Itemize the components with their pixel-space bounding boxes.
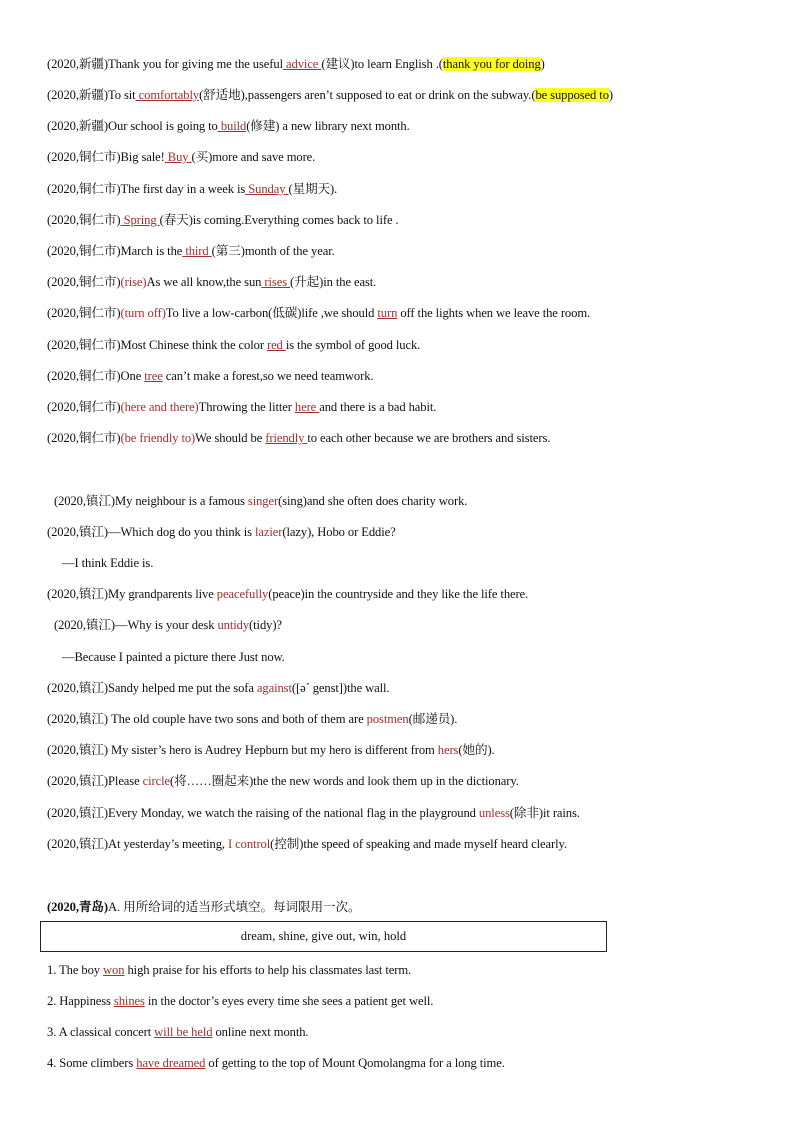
answer: Spring	[120, 213, 160, 227]
answer: hers	[437, 743, 459, 757]
exercise-line: (2020,铜仁市)(here and there)Throwing the litter here and there is a bad habit.	[47, 400, 437, 414]
answer: peacefully	[216, 587, 269, 601]
answer: build	[217, 119, 247, 133]
exercise-line: 4. Some climbers have dreamed of getting to the top of Mount Qomolangma for a long time.	[47, 1056, 505, 1070]
exercise-line: (2020,镇江) My sister’s hero is Audrey Hepburn but my hero is different from hers(她的).	[47, 743, 495, 757]
exercise-line: (2020,铜仁市)(be friendly to)We should be friendly to each other because we are brothers and sisters.	[47, 431, 551, 445]
highlight-note: thank you for doing	[442, 57, 541, 71]
dialogue-reply: —I think Eddie is.	[62, 556, 154, 570]
word-box-text: dream, shine, give out, win, hold	[240, 929, 407, 943]
exercise-line: (2020,铜仁市)(turn off)To live a low-carbon(低碳)life ,we should turn off the lights when we leave the room.	[47, 306, 591, 320]
answer: won	[103, 963, 125, 977]
answer: shines	[113, 994, 145, 1008]
exercise-line: (2020,镇江)At yesterday’s meeting, I control(控制)the speed of speaking and made myself heard clearly.	[47, 837, 567, 851]
exercise-line: (2020,铜仁市) Spring (春天)is coming.Everything comes back to life .	[47, 213, 399, 227]
section-heading: (2020,青岛)A. 用所给词的适当形式填空。每词限用一次。	[47, 900, 361, 914]
answer: lazier	[255, 525, 283, 539]
answer: singer	[247, 494, 279, 508]
exercise-line: (2020,镇江)Every Monday, we watch the raising of the national flag in the playground unless(除非)it rains.	[47, 806, 580, 820]
exercise-line: (2020,新疆)Thank you for giving me the useful advice (建议)to learn English .(thank you for doing)	[47, 57, 545, 71]
exercise-line: (2020,镇江)Please circle(将……圈起来)the the new words and look them up in the dictionary.	[47, 774, 519, 788]
hint-note: (be friendly to)	[120, 431, 196, 445]
answer: against	[256, 681, 292, 695]
exercise-line: (2020,镇江)My grandparents live peacefully(peace)in the countryside and they like the life there.	[47, 587, 529, 601]
exercise-line: (2020,铜仁市)The first day in a week is Sunday (星期天).	[47, 182, 338, 196]
answer: advice	[282, 57, 322, 71]
answer: rises	[261, 275, 291, 289]
answer: unless	[478, 806, 510, 820]
exercise-line: (2020,镇江)My neighbour is a famous singer(sing)and she often does charity work.	[54, 494, 468, 508]
answer: red	[266, 338, 286, 352]
answer: here	[294, 400, 320, 414]
answer: Buy	[164, 150, 192, 164]
answer: tree	[144, 369, 163, 383]
hint-note: (rise)	[120, 275, 147, 289]
answer: third	[182, 244, 212, 258]
answer: turn	[377, 306, 398, 320]
exercise-line: (2020,铜仁市)(rise)As we all know,the sun rises (升起)in the east.	[47, 275, 377, 289]
exercise-line: (2020,新疆)To sit comfortably(舒适地),passengers aren’t supposed to eat or drink on the subway.(be supposed to)	[47, 88, 614, 102]
word-box	[40, 921, 607, 952]
exercise-line: (2020,铜仁市)March is the third (第三)month of the year.	[47, 244, 335, 258]
answer: friendly	[265, 431, 308, 445]
exercise-line: (2020,镇江)Sandy helped me put the sofa against([ə´ genst])the wall.	[47, 681, 390, 695]
highlight-note: be supposed to	[535, 88, 609, 102]
answer: circle	[142, 774, 171, 788]
answer: comfortably	[135, 88, 200, 102]
answer: Sunday	[245, 182, 289, 196]
exercise-line: (2020,镇江)—Why is your desk untidy(tidy)?	[54, 618, 282, 632]
exercise-line: (2020,铜仁市)One tree can’t make a forest,so we need teamwork.	[47, 369, 374, 383]
hint-note: (turn off)	[120, 306, 166, 320]
answer: postmen	[366, 712, 409, 726]
exercise-line: (2020,铜仁市)Most Chinese think the color red is the symbol of good luck.	[47, 338, 421, 352]
answer: I control	[228, 837, 271, 851]
exercise-line: (2020,新疆)Our school is going to build(修建) a new library next month.	[47, 119, 410, 133]
hint-note: (here and there)	[120, 400, 199, 414]
exercise-line: (2020,镇江) The old couple have two sons and both of them are postmen(邮递员).	[47, 712, 458, 726]
exercise-line: (2020,铜仁市)Big sale! Buy (买)more and save more.	[47, 150, 316, 164]
dialogue-reply: —Because I painted a picture there Just now.	[62, 650, 285, 664]
exercise-line: 1. The boy won high praise for his efforts to help his classmates last term.	[47, 963, 412, 977]
exercise-line: (2020,镇江)—Which dog do you think is lazier(lazy), Hobo or Eddie?	[47, 525, 396, 539]
answer: will be held	[154, 1025, 213, 1039]
exercise-line: 2. Happiness shines in the doctor’s eyes every time she sees a patient get well.	[47, 994, 434, 1008]
exercise-line: 3. A classical concert will be held online next month.	[47, 1025, 309, 1039]
answer: have dreamed	[136, 1056, 206, 1070]
answer: untidy	[217, 618, 250, 632]
